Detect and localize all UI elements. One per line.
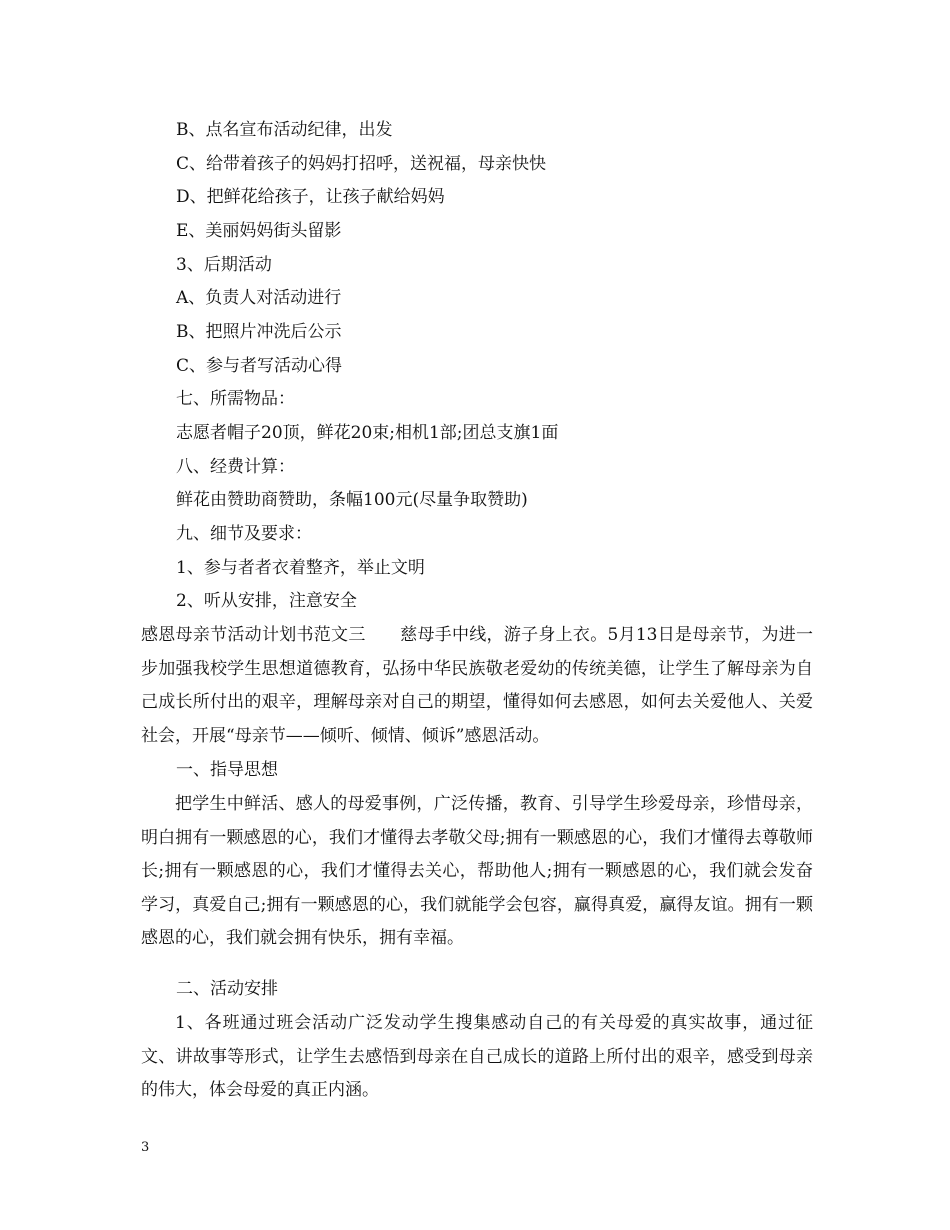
heading-guiding-ideology: 一、指导思想 [176, 760, 278, 780]
heading-activity-arrangement: 二、活动安排 [176, 979, 278, 999]
materials-list: 志愿者帽子20顶，鲜花20束;相机1部;团总支旗1面 [176, 423, 559, 443]
list-line-c-greeting: C、给带着孩子的妈妈打招呼，送祝福，母亲快快 [176, 154, 547, 174]
guiding-paragraph: 把学生中鲜活、感人的母爱事例，广泛传播，教育、引导学生珍爱母亲，珍惜母亲，明白拥有一颗感恩的心，我们才懂得去孝敬父母;拥有一颗感恩的心，我们才懂得去尊敬师长;拥有一颗感恩的心，我们才懂得去关心，帮助他人;拥有一颗感恩的心，我们就会发奋学习，真爱自己;拥有一颗感恩的心，我们就能学会包容，赢得真爱，赢得友谊。拥有一颗感恩的心，我们就会拥有快乐，拥有幸福。 [141, 794, 813, 949]
section-heading-materials: 七、所需物品： [176, 389, 295, 409]
list-line-b-publish-photos: B、把照片冲洗后公示 [176, 322, 342, 342]
requirement-safety: 2、听从安排，注意安全 [176, 591, 357, 611]
list-line-later-activities: 3、后期活动 [176, 255, 272, 275]
list-line-d-flowers: D、把鲜花给孩子，让孩子献给妈妈 [176, 187, 445, 207]
activity-paragraph: 1、各班通过班会活动广泛发动学生搜集感动自己的有关母爱的真实故事，通过征文、讲故事等形式，让学生去感悟到母亲在自己成长的道路上所付出的艰辛，感受到母亲的伟大，体会母爱的真正内涵。 [141, 1013, 813, 1101]
list-line-b-rollcall: B、点名宣布活动纪律，出发 [176, 120, 393, 140]
budget-details: 鲜花由赞助商赞助，条幅100元(尽量争取赞助) [176, 490, 528, 510]
section-heading-budget: 八、经费计算： [176, 457, 295, 477]
requirement-dress: 1、参与者者衣着整齐，举止文明 [176, 558, 425, 578]
list-line-a-review: A、负责人对活动进行 [176, 288, 342, 308]
section-heading-requirements: 九、细节及要求： [176, 524, 312, 544]
list-line-e-photo: E、美丽妈妈街头留影 [176, 221, 342, 241]
intro-paragraph: 感恩母亲节活动计划书范文三 慈母手中线，游子身上衣。5月13日是母亲节，为进一步加强我校学生思想道德教育，弘扬中华民族敬老爱幼的传统美德，让学生了解母亲为自己成长所付出的艰辛，理解母亲对自己的期望，懂得如何去感恩，如何去关爱他人、关爱社会，开展“母亲节——倾听、倾情、倾诉”感恩活动。 [141, 625, 813, 746]
list-line-c-reflections: C、参与者写活动心得 [176, 356, 343, 376]
page-number: 3 [141, 1140, 150, 1155]
